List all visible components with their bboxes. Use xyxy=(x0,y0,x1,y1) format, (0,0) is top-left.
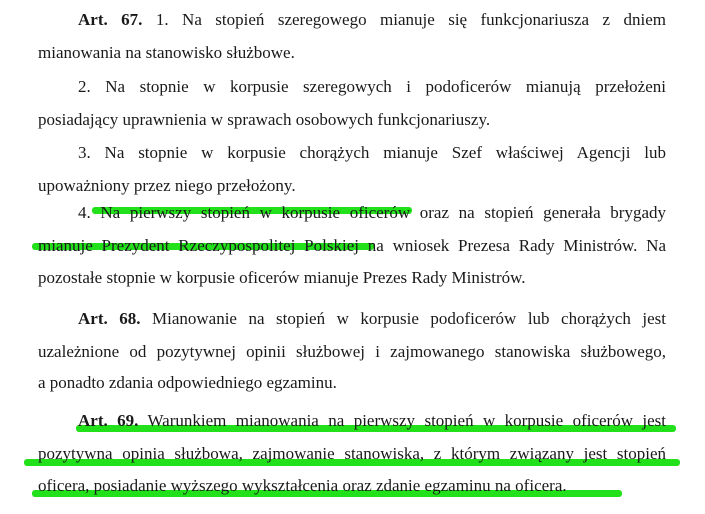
art68-line1: Art. 68. Mianowanie na stopień w korpusie podoficerów lub chorążych jest xyxy=(78,309,666,328)
art68-line3: a ponadto zdania odpowiedniego egzaminu. xyxy=(38,373,337,392)
article-number: Art. 68. xyxy=(78,309,141,328)
art69-line2: pozytywna opinia służbowa, zajmowanie stanowiska, z którym związany jest stopień xyxy=(38,444,666,463)
art67-p3-line2: upoważniony przez niego przełożony. xyxy=(38,176,296,195)
art67-p4-line2: mianuje Prezydent Rzeczypospolitej Polskiej na wniosek Prezesa Rady Ministrów. Na xyxy=(38,236,666,255)
art67-p1-line2: mianowania na stanowisko służbowe. xyxy=(38,43,295,62)
art69-line3: oficera, posiadanie wyższego wykształcenia oraz zdanie egzaminu na oficera. xyxy=(38,476,567,495)
art68-line2: uzależnione od pozytywnej opinii służbowej i zajmowanego stanowiska służbowego, xyxy=(38,342,666,361)
article-number: Art. 67. xyxy=(78,10,143,29)
article-number: Art. 69. xyxy=(78,411,139,430)
art67-p4-line1: 4. Na pierwszy stopień w korpusie oficerów oraz na stopień generała brygady xyxy=(78,203,666,222)
art67-p2-line1: 2. Na stopnie w korpusie szeregowych i podoficerów mianują przełożeni xyxy=(78,77,666,96)
art67-p2-line2: posiadający uprawnienia w sprawach osobowych funkcjonariuszy. xyxy=(38,110,491,129)
art69-line1: Art. 69. Warunkiem mianowania na pierwszy stopień w korpusie oficerów jest xyxy=(78,411,666,430)
art67-p1-line1: Art. 67. 1. Na stopień szeregowego mianuje się funkcjonariusza z dniem xyxy=(78,10,666,29)
art67-p4-line3: pozostałe stopnie w korpusie oficerów mianuje Prezes Rady Ministrów. xyxy=(38,268,526,287)
art67-p3-line1: 3. Na stopnie w korpusie chorążych mianuje Szef właściwej Agencji lub xyxy=(78,143,666,162)
